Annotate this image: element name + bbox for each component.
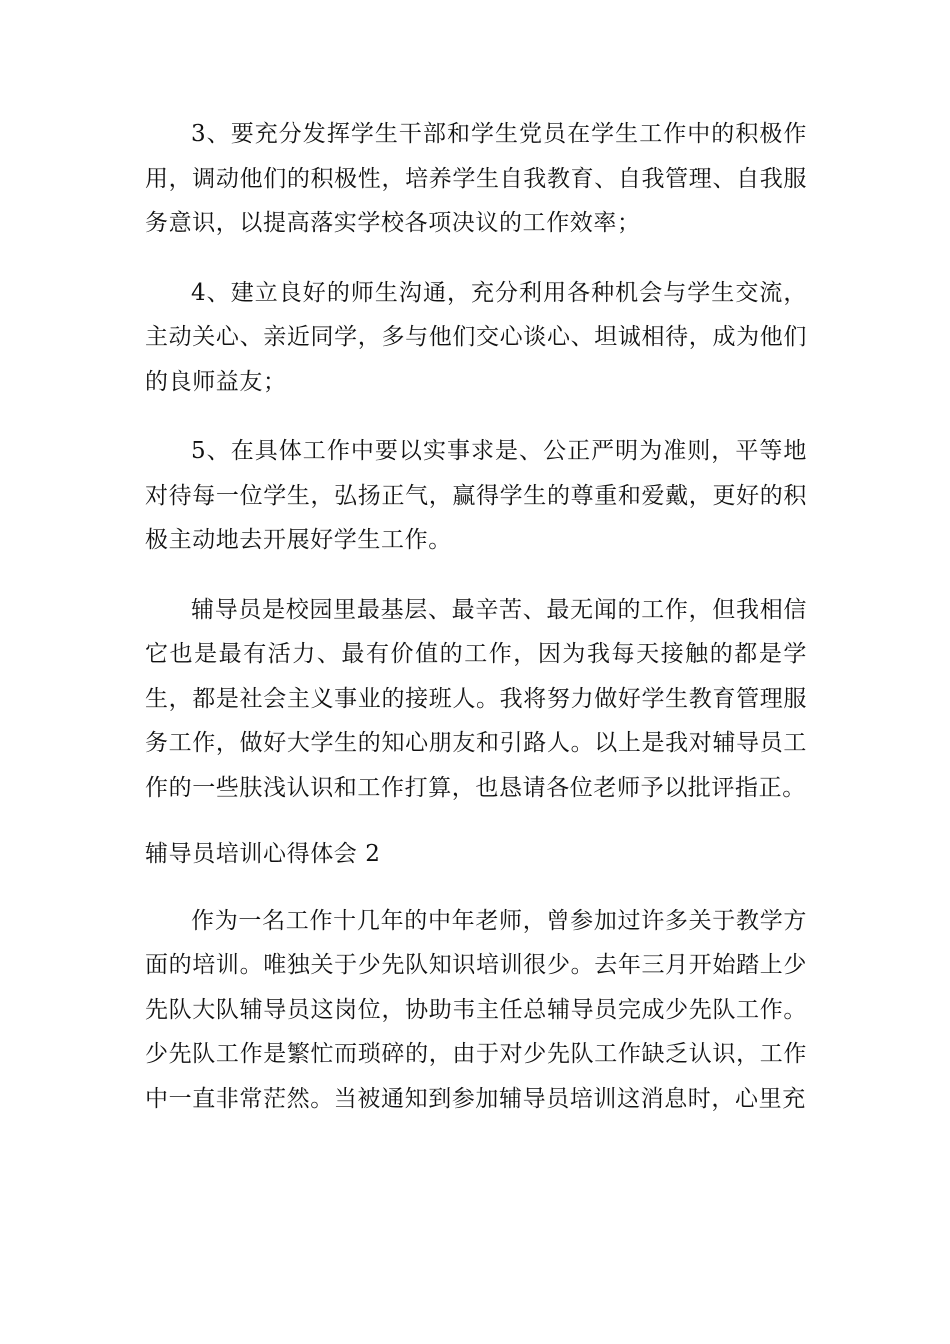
paragraph-conclusion: 辅导员是校园里最基层、最辛苦、最无闻的工作，但我相信它也是最有活力、最有价值的工作，因为我每天接触的都是学生，都是社会主义事业的接班人。我将努力做好学生教育管理服务工作，做好大学生的知心朋友和引路人。以上是我对辅导员工作的一些肤浅认识和工作打算，也恳请各位老师予以批评指正。 [145, 596, 807, 801]
document-body [145, 112, 807, 1121]
paragraph-item-4: 4、建立良好的师生沟通，充分利用各种机会与学生交流，主动关心、亲近同学，多与他们交心谈心、坦诚相待，成为他们的良师益友； [145, 279, 807, 395]
section-heading: 辅导员培训心得体会 2 [145, 841, 381, 867]
paragraph-item-3: 3、要充分发挥学生干部和学生党员在学生工作中的积极作用，调动他们的积极性，培养学生自我教育、自我管理、自我服务意识，以提高落实学校各项决议的工作效率； [145, 121, 807, 236]
paragraph-section-2-intro: 作为一名工作十几年的中年老师，曾参加过许多关于教学方面的培训。唯独关于少先队知识培训很少。去年三月开始踏上少先队大队辅导员这岗位，协助韦主任总辅导员完成少先队工作。少先队工作是繁忙而琐碎的，由于对少先队工作缺乏认识，工作中一直非常茫然。当被通知到参加辅导员培训这消息时，心里充 [145, 907, 807, 1112]
paragraph-item-5: 5、在具体工作中要以实事求是、公正严明为准则，平等地对待每一位学生，弘扬正气，赢得学生的尊重和爱戴，更好的积极主动地去开展好学生工作。 [145, 438, 807, 553]
